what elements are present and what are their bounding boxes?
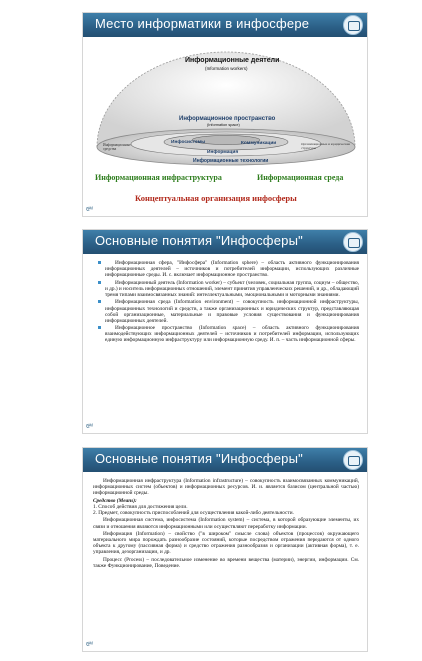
information-label: Информация (207, 150, 239, 155)
info-technologies-label: Информационные технологии (193, 158, 269, 164)
slide-3 (82, 447, 368, 652)
environment-caption: Информационная среда (257, 173, 344, 182)
slide-2 (82, 229, 368, 434)
information-workers-label: Информационные деятели (185, 57, 280, 64)
info-means-label: Информационные средства (103, 143, 131, 152)
slide-corner-mark: 𝔈ᴹ (86, 642, 93, 648)
definition-item: 2. Предмет, совокупность приспособлений для осуществления какой-либо деятельности. (93, 509, 294, 516)
slide-corner-mark: 𝔈ᴹ (86, 207, 93, 213)
definition-item: 1. Способ действия для достижения цели. (93, 503, 188, 510)
org-structures-label: Организационные и юридические структуры (301, 142, 351, 150)
slide-body (93, 478, 359, 571)
concept-caption: Концептуальная организация инфосферы (135, 193, 297, 203)
slide-title: Место информатики в инфосфере (95, 16, 310, 31)
information-space-sub: (Information space) (207, 123, 240, 127)
university-logo-icon (343, 450, 363, 470)
university-logo-icon (343, 232, 363, 252)
definition-paragraph: Информационная сфера, "Инфосфера" (Information sphere) – область активного функционирования информационных деятелей – источников и потребителей информации, использующих различные информационные среды. И. с. включает информационное пространство. (105, 260, 359, 278)
information-space-label: Информационное пространство (179, 116, 276, 122)
slide-body (105, 260, 359, 345)
university-logo-icon (343, 15, 363, 35)
slide-title: Основные понятия "Инфосферы" (95, 451, 303, 466)
definition-paragraph: Информационная инфраструктура (Information infrastructure) – совокупность взаимосвязанных коммуникаций, информационных систем (объектов) и информационных ресурсов. И. и. является базисом (центральной частью) информационной среды. (93, 478, 359, 497)
bullet-icon (98, 300, 101, 303)
definition-paragraph: Информация (Information) – свойство ("в широком" смысле слова) объектов (процессов) окружающего материального мира порождать разнообразие состояний, которые посредством отражения передаются от одного объекта к другому (пассивная форма) и средство отражения разнообразия и организации (активная форма), т. е. управления, дезорганизации, и др. (93, 531, 359, 556)
infrastructure-caption: Информационная инфраструктура (95, 173, 222, 182)
definition-paragraph: Информационная система, инфосистема (Information system) – система, в которой образующие элементы, их связи и отношения являются информационными или осуществляют переработку информации. (93, 517, 359, 530)
slide-1 (82, 12, 368, 217)
bullet-icon (98, 281, 101, 284)
definition-paragraph: Информационный деятель (Information worker) – субъект (человек, социальная группа, социум – общество, и др.) и носитель информационных отношений, элемент принятия управленческих решений, и др., обладающий тремя типами взаимосвязанных знаний: интеллектуальными, эмоциональными и моторными знаниями. (105, 280, 359, 298)
definition-heading: Средство (Means): (93, 497, 137, 504)
slide-title: Основные понятия "Инфосферы" (95, 233, 303, 248)
definition-paragraph: Процесс (Process) – последовательное изменение во времени вещества (материи), энергии, информации. См. также Функционирование, Поведение. (93, 556, 359, 569)
communications-label: Коммуникации (241, 141, 277, 146)
information-workers-sub: (Information workers) (205, 66, 248, 71)
definition-paragraph: Информационное пространство (Information space) – область активного функционирования взаимодействующих информационных деятелей – источников и потребителей информации, использующих единую информационную инфраструктуру или информационную среду. И. п. – часть информационной сферы. (105, 325, 359, 343)
slide-corner-mark: 𝔈ᴹ (86, 424, 93, 430)
bullet-icon (98, 326, 101, 329)
definition-paragraph: Информационная среда (Information environment) – совокупность информационной инфраструктуры, информационных технологий и средств, а также организационных и юридических структур, представляющая собой организационные, материальные и правовые условия существования и функционирования информационных деятелей. (105, 299, 359, 323)
bullet-icon (98, 261, 101, 264)
infosystems-label: Инфосистемы (171, 140, 206, 145)
